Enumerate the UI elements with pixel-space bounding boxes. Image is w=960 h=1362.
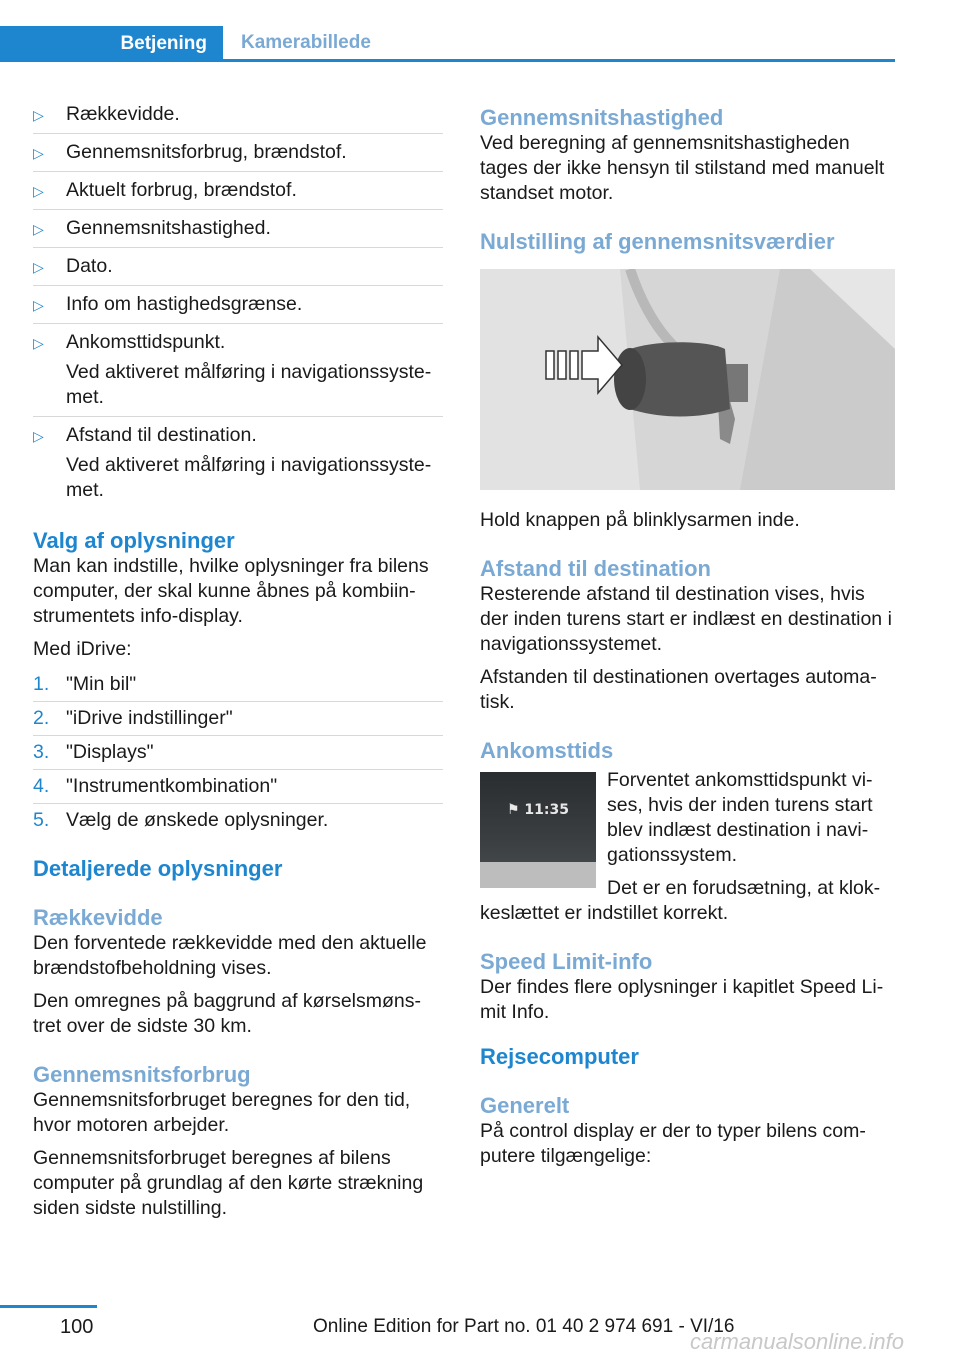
dest-text-1: Resterende afstand til destination vises, hvis der inden turens start er indlæst en destination i navigationssystemet. [480, 583, 892, 655]
subheading-destination: Afstand til destination [480, 556, 711, 581]
lever-button-icon [480, 269, 895, 490]
speed-text: Ved beregning af gennemsnitshastigheden tages der ikke hensyn til stilstand med manuelt standset motor. [480, 132, 885, 204]
tab-kamerabillede[interactable]: Kamerabillede [241, 31, 371, 53]
triangle-bullet-icon: ▷ [33, 297, 44, 313]
section-heading-detail: Detaljerede oplysninger [33, 856, 283, 881]
tab-betjening[interactable]: Betjening [0, 26, 223, 62]
list-item: ▷ Ankomsttidspunkt. Ved aktiveret målføring i navigationssyste‐met. [33, 324, 443, 417]
triangle-bullet-icon: ▷ [33, 107, 44, 123]
footer-rule [0, 1305, 97, 1308]
list-item: ▷ Dato. [33, 248, 443, 286]
right-column [480, 104, 896, 1169]
step-item: 5. Vælg de ønskede oplysninger. [33, 809, 329, 831]
subheading-general: Generelt [480, 1093, 570, 1118]
left-column [33, 100, 443, 1221]
general-text: På control display er der to typer bilens com‐putere tilgængelige: [480, 1120, 866, 1167]
list-item: ▷ Aktuelt forbrug, brændstof. [33, 172, 443, 210]
list-item-note: Ved aktiveret målføring i navigationssyste‐met. [66, 454, 432, 501]
display-options-list [33, 100, 443, 509]
range-text-2: Den omregnes på baggrund af kørselsmøns‐tret over de sidste 30 km. [33, 990, 422, 1037]
list-item: ▷ Info om hastighedsgrænse. [33, 286, 443, 324]
avg-text-1: Gennemsnitsforbruget beregnes for den tid, hvor motoren arbejder. [33, 1089, 411, 1136]
reset-caption: Hold knappen på blinklysarmen inde. [480, 509, 800, 531]
section-heading-valg: Valg af oplysninger [33, 528, 235, 553]
subheading-speed-limit: Speed Limit-info [480, 949, 653, 974]
page-header [0, 26, 895, 62]
step-item: 1. "Min bil" [33, 668, 443, 702]
list-item: ▷ Afstand til destination. Ved aktiveret målføring i navigationssyste‐met. [33, 417, 443, 509]
valg-text: Man kan indstille, hvilke oplysninger fra bilens computer, der skal kunne åbnes på kombiin‐strumentets info-display. [33, 555, 429, 627]
limit-text: Der findes flere oplysninger i kapitlet Speed Li‐mit Info. [480, 976, 884, 1023]
list-item: ▷ Gennemsnitshastighed. [33, 210, 443, 248]
triangle-bullet-icon: ▷ [33, 145, 44, 161]
list-item-note: Ved aktiveret målføring i navigationssyste‐met. [66, 361, 432, 408]
step-item: 4. "Instrumentkombination" [33, 770, 443, 804]
page-number: 100 [60, 1316, 94, 1338]
flag-clock-icon: ⚑ 11:35 [506, 802, 569, 818]
dest-text-2: Afstanden til destinationen overtages automa‐tisk. [480, 666, 877, 713]
arrival-time-display [480, 772, 596, 888]
subheading-arrival: Ankomsttids [480, 738, 614, 763]
subheading-avg-consumption: Gennemsnitsforbrug [33, 1062, 251, 1087]
turn-signal-lever-illustration [480, 269, 895, 490]
triangle-bullet-icon: ▷ [33, 221, 44, 237]
triangle-bullet-icon: ▷ [33, 259, 44, 275]
arrival-text-1: Forventet ankomsttidspunkt vi‐ses, hvis der inden turens start blev indlæst destination i navi‐gationssystem. [607, 769, 873, 866]
arrival-text-2: Det er en forudsætning, at klok‐keslættet er indstillet korrekt. [480, 877, 881, 924]
header-rule [0, 59, 895, 62]
med-idrive-text: Med iDrive: [33, 638, 132, 660]
range-text-1: Den forventede rækkevidde med den aktuelle brændstofbeholdning vises. [33, 932, 427, 979]
triangle-bullet-icon: ▷ [33, 183, 44, 199]
list-item: ▷ Rækkevidde. [33, 100, 443, 134]
subheading-avg-speed: Gennemsnitshastighed [480, 105, 724, 130]
step-item: 3. "Displays" [33, 736, 443, 770]
edition-text: Online Edition for Part no. 01 40 2 974 691 - VI/16 [313, 1316, 735, 1337]
idrive-steps-list [33, 668, 443, 837]
arrival-block [480, 768, 896, 926]
section-heading-trip-computer: Rejsecomputer [480, 1044, 639, 1069]
step-item: 2. "iDrive indstillinger" [33, 702, 443, 736]
list-item: ▷ Gennemsnitsforbrug, brændstof. [33, 134, 443, 172]
triangle-bullet-icon: ▷ [33, 335, 44, 351]
watermark: carmanualsonline.info [690, 1329, 905, 1354]
avg-text-2: Gennemsnitsforbruget beregnes af bilens computer på grundlag af den kørte strækning siden sidste nulstilling. [33, 1147, 424, 1219]
subheading-reset: Nulstilling af gennemsnitsværdier [480, 229, 835, 254]
subheading-range: Rækkevidde [33, 905, 163, 930]
triangle-bullet-icon: ▷ [33, 428, 44, 444]
